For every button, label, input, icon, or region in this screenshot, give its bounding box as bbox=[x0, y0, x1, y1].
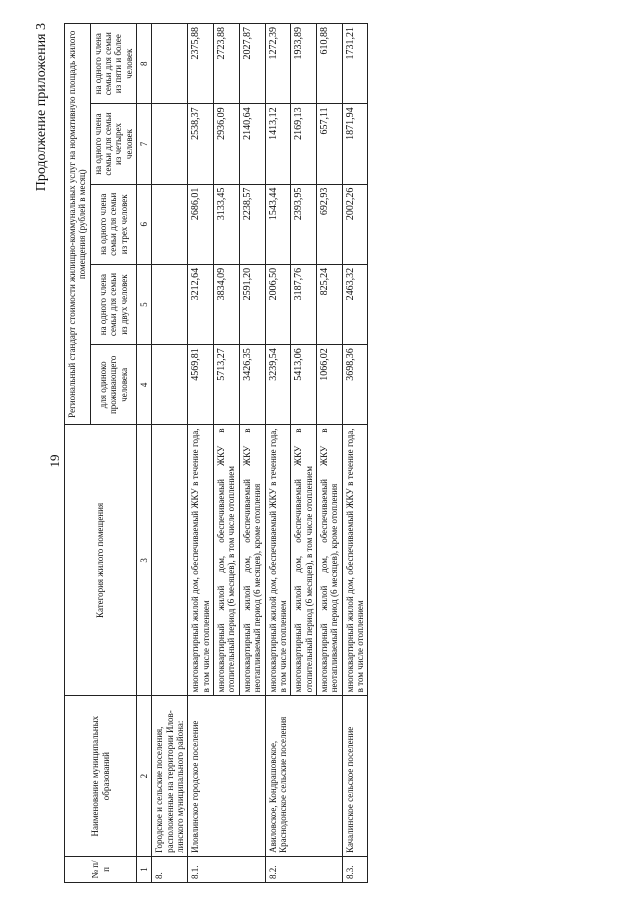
value-cell: 2006,50 bbox=[265, 264, 291, 344]
table-row bbox=[188, 23, 214, 882]
value-cell: 2169,13 bbox=[291, 103, 317, 183]
value-cell: 3834,09 bbox=[214, 264, 240, 344]
value-cell: 2393,95 bbox=[291, 184, 317, 264]
section-name: Городское и сельские поселения, расположенные на территории Илов-линского муниципального района: bbox=[152, 695, 188, 856]
housing-category: многоквартирный жилой дом, обеспечиваемый ЖКУ в течение года, в том числе отоплением bbox=[265, 424, 291, 695]
value-cell: 2936,09 bbox=[214, 103, 240, 183]
value-cell: 1413,12 bbox=[265, 103, 291, 183]
value-cell: 5413,06 bbox=[291, 344, 317, 424]
column-number: 1 bbox=[137, 856, 152, 882]
value-cell: 3187,76 bbox=[291, 264, 317, 344]
value-cell: 3239,54 bbox=[265, 344, 291, 424]
housing-category: многоквартирный жилой дом, обеспечиваемый ЖКУ в отопительный период (6 месяцев), в том числе отоплением bbox=[214, 424, 240, 695]
header-v8: на одного члена семьи для семьи из пяти и более человек bbox=[90, 23, 136, 103]
value-cell: 1731,21 bbox=[342, 23, 368, 103]
housing-category: многоквартирный жилой дом, обеспечиваемый ЖКУ в неотапливаемый период (6 месяцев), кроме отопления bbox=[316, 424, 342, 695]
column-number: 4 bbox=[137, 344, 152, 424]
value-cell: 3698,36 bbox=[342, 344, 368, 424]
header-v5: на одного члена семьи для семьи из двух человек bbox=[90, 264, 136, 344]
section-row bbox=[152, 23, 188, 882]
value-cell: 2463,32 bbox=[342, 264, 368, 344]
value-cell: 1066,02 bbox=[316, 344, 342, 424]
header-v6: на одного члена семьи для семьи из трех человек bbox=[90, 184, 136, 264]
housing-category: многоквартирный жилой дом, обеспечиваемый ЖКУ в неотапливаемый период (6 месяцев), кроме отопления bbox=[239, 424, 265, 695]
value-cell: 657,11 bbox=[316, 103, 342, 183]
value-cell: 610,88 bbox=[316, 23, 342, 103]
housing-cost-table bbox=[64, 23, 368, 883]
value-cell: 2538,37 bbox=[188, 103, 214, 183]
section-idx: 8. bbox=[152, 856, 188, 882]
municipality-name: Авиловское, Кондрашовское, Краснодонское сельские поселения bbox=[265, 695, 342, 856]
value-cell: 2027,87 bbox=[239, 23, 265, 103]
value-cell: 2238,57 bbox=[239, 184, 265, 264]
table-row bbox=[342, 23, 368, 882]
value-cell: 3212,64 bbox=[188, 264, 214, 344]
value-cell: 2686,01 bbox=[188, 184, 214, 264]
column-number: 8 bbox=[137, 23, 152, 103]
header-municipality: Наименование муниципальных образований bbox=[65, 695, 137, 856]
row-idx: 8.1. bbox=[188, 856, 265, 882]
value-cell: 1543,44 bbox=[265, 184, 291, 264]
column-number: 3 bbox=[137, 424, 152, 695]
housing-category: многоквартирный жилой дом, обеспечиваемый ЖКУ в течение года, в том числе отоплением bbox=[342, 424, 368, 695]
value-cell: 1272,39 bbox=[265, 23, 291, 103]
table-row bbox=[265, 23, 291, 882]
housing-category: многоквартирный жилой дом, обеспечиваемый ЖКУ в отопительный период (6 месяцев), в том числе отоплением bbox=[291, 424, 317, 695]
column-number: 5 bbox=[137, 264, 152, 344]
value-cell: 692,93 bbox=[316, 184, 342, 264]
value-cell: 5713,27 bbox=[214, 344, 240, 424]
value-cell: 3426,35 bbox=[239, 344, 265, 424]
page-number: 19 bbox=[47, 454, 62, 468]
value-cell: 1933,89 bbox=[291, 23, 317, 103]
value-cell: 2002,26 bbox=[342, 184, 368, 264]
row-idx: 8.2. bbox=[265, 856, 342, 882]
value-cell: 825,24 bbox=[316, 264, 342, 344]
value-cell: 4569,81 bbox=[188, 344, 214, 424]
appendix-title: Продолжение приложения 3 bbox=[34, 22, 49, 191]
header-v4: для одиноко проживающего человека bbox=[90, 344, 136, 424]
rotated-page bbox=[20, 13, 620, 893]
row-idx: 8.3. bbox=[342, 856, 368, 882]
column-number: 6 bbox=[137, 184, 152, 264]
value-cell: 1871,94 bbox=[342, 103, 368, 183]
column-number: 2 bbox=[137, 695, 152, 856]
municipality-name: Иловлинское городское поселение bbox=[188, 695, 265, 856]
value-cell: 2140,64 bbox=[239, 103, 265, 183]
municipality-name: Качалинское сельское поселение bbox=[342, 695, 368, 856]
value-cell: 2591,20 bbox=[239, 264, 265, 344]
header-idx: № п/п bbox=[65, 856, 137, 882]
value-cell: 2723,88 bbox=[214, 23, 240, 103]
value-cell: 3133,45 bbox=[214, 184, 240, 264]
housing-category: многоквартирный жилой дом, обеспечиваемый ЖКУ в течение года, в том числе отоплением bbox=[188, 424, 214, 695]
header-cost-standard: Региональный стандарт стоимости жилищно-коммунальных услуг на нормативную площадь жилого помещения (рублей в месяц) bbox=[65, 23, 91, 424]
value-cell: 2375,88 bbox=[188, 23, 214, 103]
column-number: 7 bbox=[137, 103, 152, 183]
header-v7: на одного члена семьи для семьи из четырех человек bbox=[90, 103, 136, 183]
header-category: Категория жилого помещения bbox=[65, 424, 137, 695]
